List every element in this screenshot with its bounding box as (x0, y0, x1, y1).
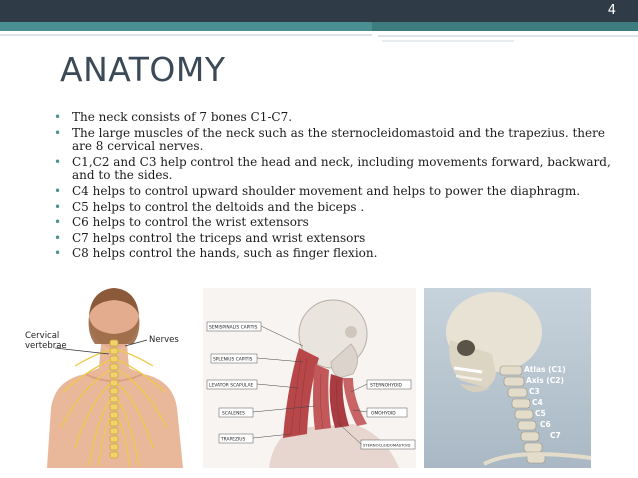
label-c5: C5 (535, 409, 546, 418)
bullet-item (54, 232, 614, 246)
label-sternocleidomastoid: STERNOCLEIDOMASTOID (363, 442, 411, 448)
bullet-item (54, 111, 614, 125)
label-nerves: Nerves (149, 335, 179, 345)
bullet-icon: • (54, 110, 62, 124)
back-spine-illustration (25, 288, 197, 468)
label-c4: C4 (532, 398, 543, 407)
label-splenius: SPLENIUS CAPITIS (213, 357, 253, 363)
bullet-text: C6 helps to control the wrist extensors (72, 215, 309, 230)
bullet-list (54, 111, 614, 263)
label-axis: Axis (C2) (526, 376, 564, 385)
bullet-text: C8 helps control the hands, such as finger flexion. (72, 246, 378, 261)
bullet-item (54, 127, 614, 154)
label-c7: C7 (550, 431, 561, 440)
label-trapezius: TRAPEZIUS (221, 437, 246, 443)
label-sternohyoid: STERNOHYOID (370, 383, 402, 389)
header-band (0, 0, 638, 22)
label-c6: C6 (540, 420, 551, 429)
bullet-text: The neck consists of 7 bones C1-C7. (72, 110, 293, 124)
bullet-icon: • (54, 154, 62, 169)
bullet-icon: • (54, 199, 62, 214)
bullet-item (54, 156, 614, 183)
bullet-item (54, 185, 614, 199)
skull-spine-figure (424, 288, 591, 468)
label-levator: LEVATOR SCAPULAE (209, 383, 254, 389)
bullet-text: C7 helps control the triceps and wrist extensors (72, 230, 366, 245)
skull-spine-illustration (424, 288, 591, 468)
header-stripe (382, 40, 514, 42)
label-semispinalis: SEMISPINALIS CAPITIS (209, 325, 258, 331)
label-cervical: Cervical (25, 331, 60, 341)
label-omohyoid: OMOHYOID (371, 411, 396, 417)
bullet-text: C4 helps to control upward shoulder movement and helps to power the diaphragm. (72, 183, 581, 198)
bullet-text: The large muscles of the neck such as the sternocleidomastoid and the trapezius. there are 8 cervical nerves. (72, 125, 605, 154)
header-stripe (378, 35, 638, 37)
bullet-item (54, 201, 614, 215)
bullet-icon: • (54, 215, 62, 230)
label-scalenes: SCALENES (222, 411, 245, 417)
slide-number: 4 (607, 3, 616, 18)
bullet-icon: • (54, 230, 62, 245)
slide-title: ANATOMY (60, 50, 226, 89)
header-accent-band-right (372, 22, 638, 31)
bullet-icon: • (54, 125, 62, 140)
bullet-item (54, 247, 614, 261)
bullet-icon: • (54, 183, 62, 198)
label-vertebrae: vertebrae (25, 341, 67, 351)
back-spine-figure (25, 288, 197, 468)
header-stripe (0, 34, 372, 36)
label-atlas: Atlas (C1) (524, 365, 566, 374)
bullet-icon: • (54, 246, 62, 261)
bullet-text: C1,C2 and C3 help control the head and neck, including movements forward, backward, and to the sides. (72, 154, 611, 183)
neck-muscles-illustration (203, 288, 416, 468)
label-c3: C3 (529, 387, 540, 396)
bullet-item (54, 216, 614, 230)
bullet-text: C5 helps to control the deltoids and the biceps . (72, 199, 365, 214)
neck-muscles-figure (203, 288, 416, 468)
